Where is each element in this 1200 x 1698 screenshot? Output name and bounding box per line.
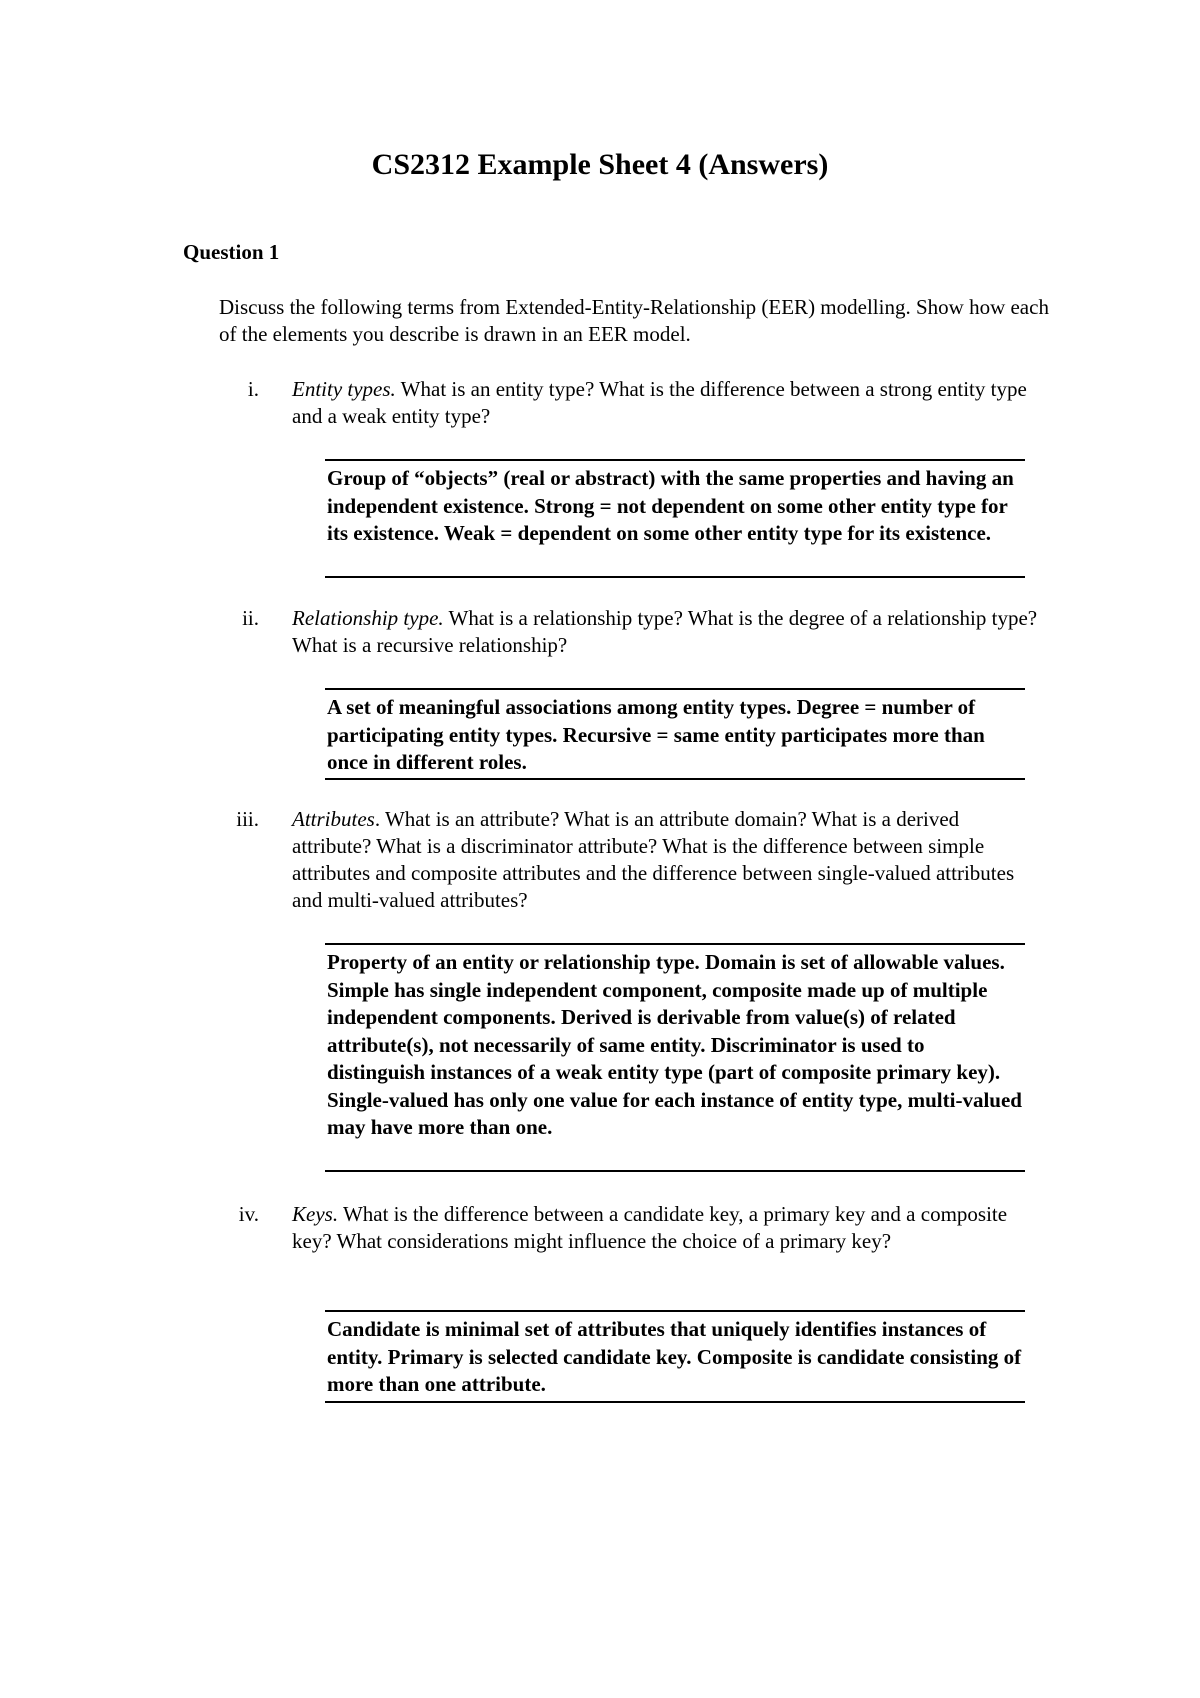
item-numeral: i. <box>247 377 259 401</box>
item-numeral: iv. <box>238 1202 259 1226</box>
answer-box: Property of an entity or relationship type. Domain is set of allowable values. Simple has single independent component, composite made up of multiple independent components. Derived is derivable from value(s) of related attribute(s), not necessarily of same entity. Discriminator is used to distinguish instances of a weak entity type (part of composite primary key). Single-valued has only one value for each instance of entity type, multi-valued may have more than one. <box>325 943 1025 1172</box>
question-heading: Question 1 <box>183 240 280 264</box>
item-term: Entity types. <box>292 377 396 401</box>
page-title: CS2312 Example Sheet 4 (Answers) <box>371 148 829 181</box>
item-question <box>292 1201 1042 1255</box>
item-question <box>292 806 1042 914</box>
item-question <box>292 376 1042 430</box>
item-question-text: . What is an attribute? What is an attribute domain? What is a derived attribute? What is a discriminator attribute? What is the difference between simple attributes and composite attributes and the difference between single-valued attributes and multi-valued attributes? <box>292 807 1015 912</box>
answer-box: Group of “objects” (real or abstract) with the same properties and having an independent existence. Strong = not dependent on some other entity type for its existence. Weak = dependent on some other entity type for its existence. <box>325 459 1025 578</box>
item-question-text: What is an entity type? What is the difference between a strong entity type and a weak entity type? <box>292 377 1027 428</box>
item-term: Relationship type. <box>292 606 444 630</box>
item-term: Keys. <box>292 1202 339 1226</box>
question-intro: Discuss the following terms from Extended-Entity-Relationship (EER) modelling. Show how each of the elements you describe is drawn in an EER model. <box>219 295 1049 346</box>
item-question-text: What is a relationship type? What is the degree of a relationship type? What is a recursive relationship? <box>292 606 1038 657</box>
item-question <box>292 605 1042 659</box>
answer-box: Candidate is minimal set of attributes that uniquely identifies instances of entity. Primary is selected candidate key. Composite is candidate consisting of more than one attribute. <box>325 1310 1025 1403</box>
item-term: Attributes <box>292 807 375 831</box>
item-numeral: iii. <box>236 807 259 831</box>
item-question-text: What is the difference between a candidate key, a primary key and a composite key? What considerations might influence the choice of a primary key? <box>292 1202 1008 1253</box>
item-numeral: ii. <box>242 606 259 630</box>
answer-box: A set of meaningful associations among entity types. Degree = number of participating entity types. Recursive = same entity participates more than once in different roles. <box>325 688 1025 780</box>
